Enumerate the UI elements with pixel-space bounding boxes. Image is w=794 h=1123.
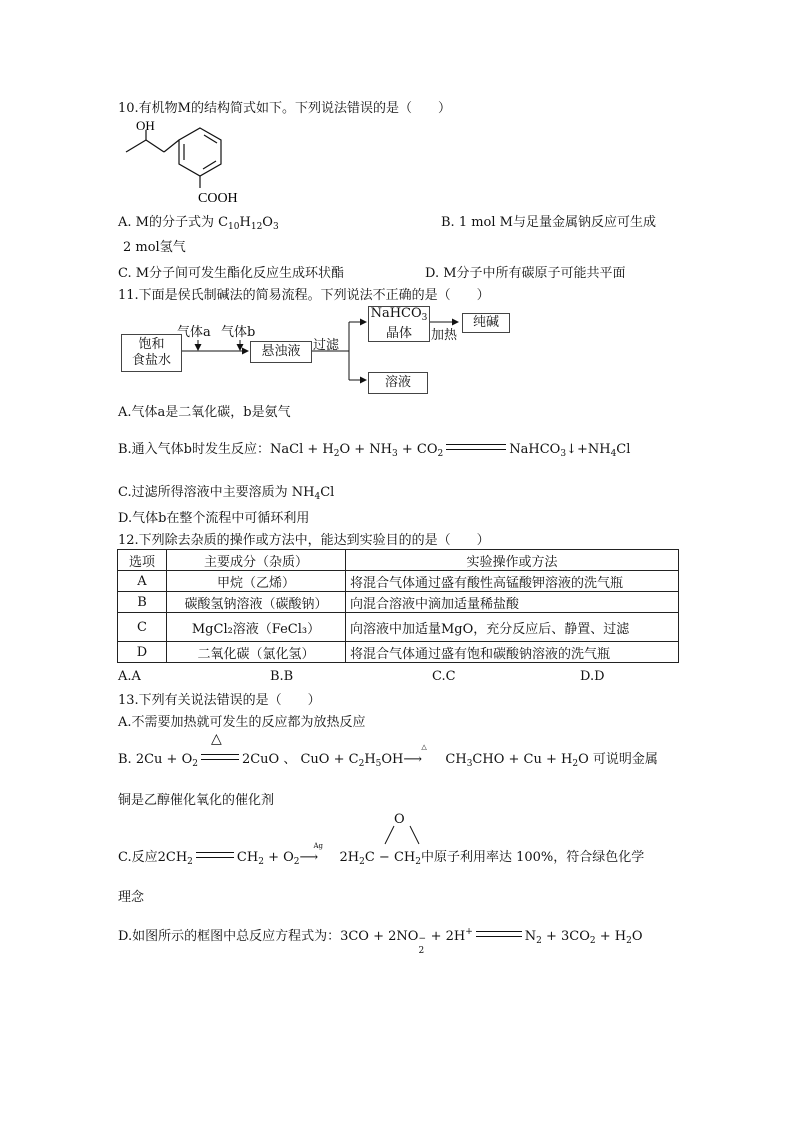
box-suspension: 悬浊液	[250, 341, 312, 363]
box-soda-ash: 纯碱	[462, 313, 510, 333]
equals-bar	[476, 931, 522, 937]
benzene-ring	[179, 128, 221, 176]
bond-ring-ch2	[164, 140, 179, 152]
q12-table	[117, 549, 679, 663]
epoxide-oxygen: O	[394, 812, 405, 827]
header-component: 主要成分（杂质）	[167, 550, 346, 571]
q11-option-c: C.过滤所得溶液中主要溶质为 $NH_4Cl$	[118, 485, 335, 502]
table-row	[118, 571, 679, 592]
q12-answer-b: B.B	[270, 669, 294, 684]
equals-bar	[446, 444, 506, 450]
cell-option: B	[118, 592, 167, 613]
q13-option-b: B. $2Cu + O_2$ 2CuO 、 CuO + $C_2H_5OH$ △ ⟶ $CH_3CHO + Cu + H_2O$ 可说明金属	[118, 743, 658, 769]
cell-method: 将混合气体通过盛有饱和碳酸钠溶液的洗气瓶	[346, 642, 679, 663]
bond-ch2-ch	[146, 140, 164, 152]
q13-option-a: A.不需要加热就可发生的反应都为放热反应	[118, 715, 366, 730]
q11-stem: 11.下面是侯氏制碱法的简易流程。下列说法不正确的是（ ）	[118, 288, 490, 303]
equals-bar	[201, 754, 239, 760]
q12-answer-d: D.D	[580, 669, 605, 684]
q12-answer-c: C.C	[432, 669, 456, 684]
cell-component: 二氧化碳（氯化氢）	[167, 642, 346, 663]
arrow-heat-small: △ ⟶	[403, 743, 427, 767]
q10-option-d: D. M分子中所有碳原子可能共平面	[425, 266, 626, 281]
q10-option-b: B. 1 mol M与足量金属钠反应可生成	[441, 215, 656, 230]
cell-component: 碳酸氢钠溶液（碳酸钠）	[167, 592, 346, 613]
q13-option-c: C.反应$2CH_2$ $CH_2 + O_2$ Ag ⟶ $2H_2C - CH_2$中原子利用率达 100%，符合绿色化学	[118, 842, 645, 867]
q13-stem: 13.下列有关说法错误的是（ ）	[118, 693, 321, 708]
box-saturated-brine: 饱和 食盐水	[121, 334, 182, 372]
q10-option-a: A. M的分子式为 $C_{10}H_{12}O_3$	[118, 215, 279, 232]
q13-option-b-cont: 铜是乙醇催化氧化的催化剂	[118, 793, 275, 808]
q10-option-c: C. M分子间可发生酯化反应生成环状酯	[118, 266, 345, 281]
header-method: 实验操作或方法	[346, 550, 679, 571]
arrow-ag: Ag ⟶	[299, 842, 324, 865]
table-row	[118, 613, 679, 642]
cell-component: 甲烷（乙烯）	[167, 571, 346, 592]
delta-symbol: △	[211, 731, 222, 747]
q10-stem: 10.有机物M的结构简式如下。下列说法错误的是（ ）	[118, 101, 451, 116]
bond-ch-ch3	[126, 140, 146, 152]
cell-method: 向混合溶液中滴加适量稀盐酸	[346, 592, 679, 613]
cell-option: A	[118, 571, 167, 592]
label-filter: 过滤	[313, 338, 340, 353]
q10-structure-diagram	[118, 118, 258, 208]
box-nahco3-crystal: NaHCO$_3$ 晶体	[368, 306, 430, 342]
table-row	[118, 642, 679, 663]
q12-stem: 12.下列除去杂质的操作或方法中，能达到实验目的的是（ ）	[118, 533, 490, 548]
q11-option-b: B.通入气体b时发生反应：NaCl + $H_2O + NH_3 + CO_2$ $NaHCO_3↓+NH_4Cl$	[118, 442, 631, 459]
equals-bar	[196, 852, 234, 858]
label-gas-a: 气体a	[177, 325, 211, 340]
table-header-row	[118, 550, 679, 571]
q10-option-b-cont: 2 mol氢气	[123, 240, 186, 255]
q12-answer-a: A.A	[118, 669, 141, 684]
cell-method: 将混合气体通过盛有酸性高锰酸钾溶液的洗气瓶	[346, 571, 679, 592]
cell-component: MgCl₂溶液（FeCl₃）	[167, 613, 346, 642]
label-gas-b: 气体b	[221, 325, 256, 340]
table-row	[118, 592, 679, 613]
oh-label: OH	[136, 118, 155, 133]
q11-option-a: A.气体a是二氧化碳，b是氨气	[118, 405, 291, 420]
q13-option-c-cont: 理念	[118, 890, 145, 905]
cell-option: C	[118, 613, 167, 642]
cell-option: D	[118, 642, 167, 663]
q13-option-d: D.如图所示的框图中总反应方程式为：3CO + 2NO − 2 + 2H+ $N_2 + 3CO_2 + H_2O$	[118, 927, 643, 956]
q11-option-d: D.气体b在整个流程中可循环利用	[118, 511, 310, 526]
cooh-label: COOH	[198, 191, 238, 206]
header-option: 选项	[118, 550, 167, 571]
cell-method: 向溶液中加适量MgO，充分反应后、静置、过滤	[346, 613, 679, 642]
epoxide-bond-right	[410, 826, 419, 844]
label-heat: 加热	[431, 328, 458, 343]
epoxide-bond-left	[385, 826, 394, 844]
box-solution: 溶液	[368, 372, 428, 394]
